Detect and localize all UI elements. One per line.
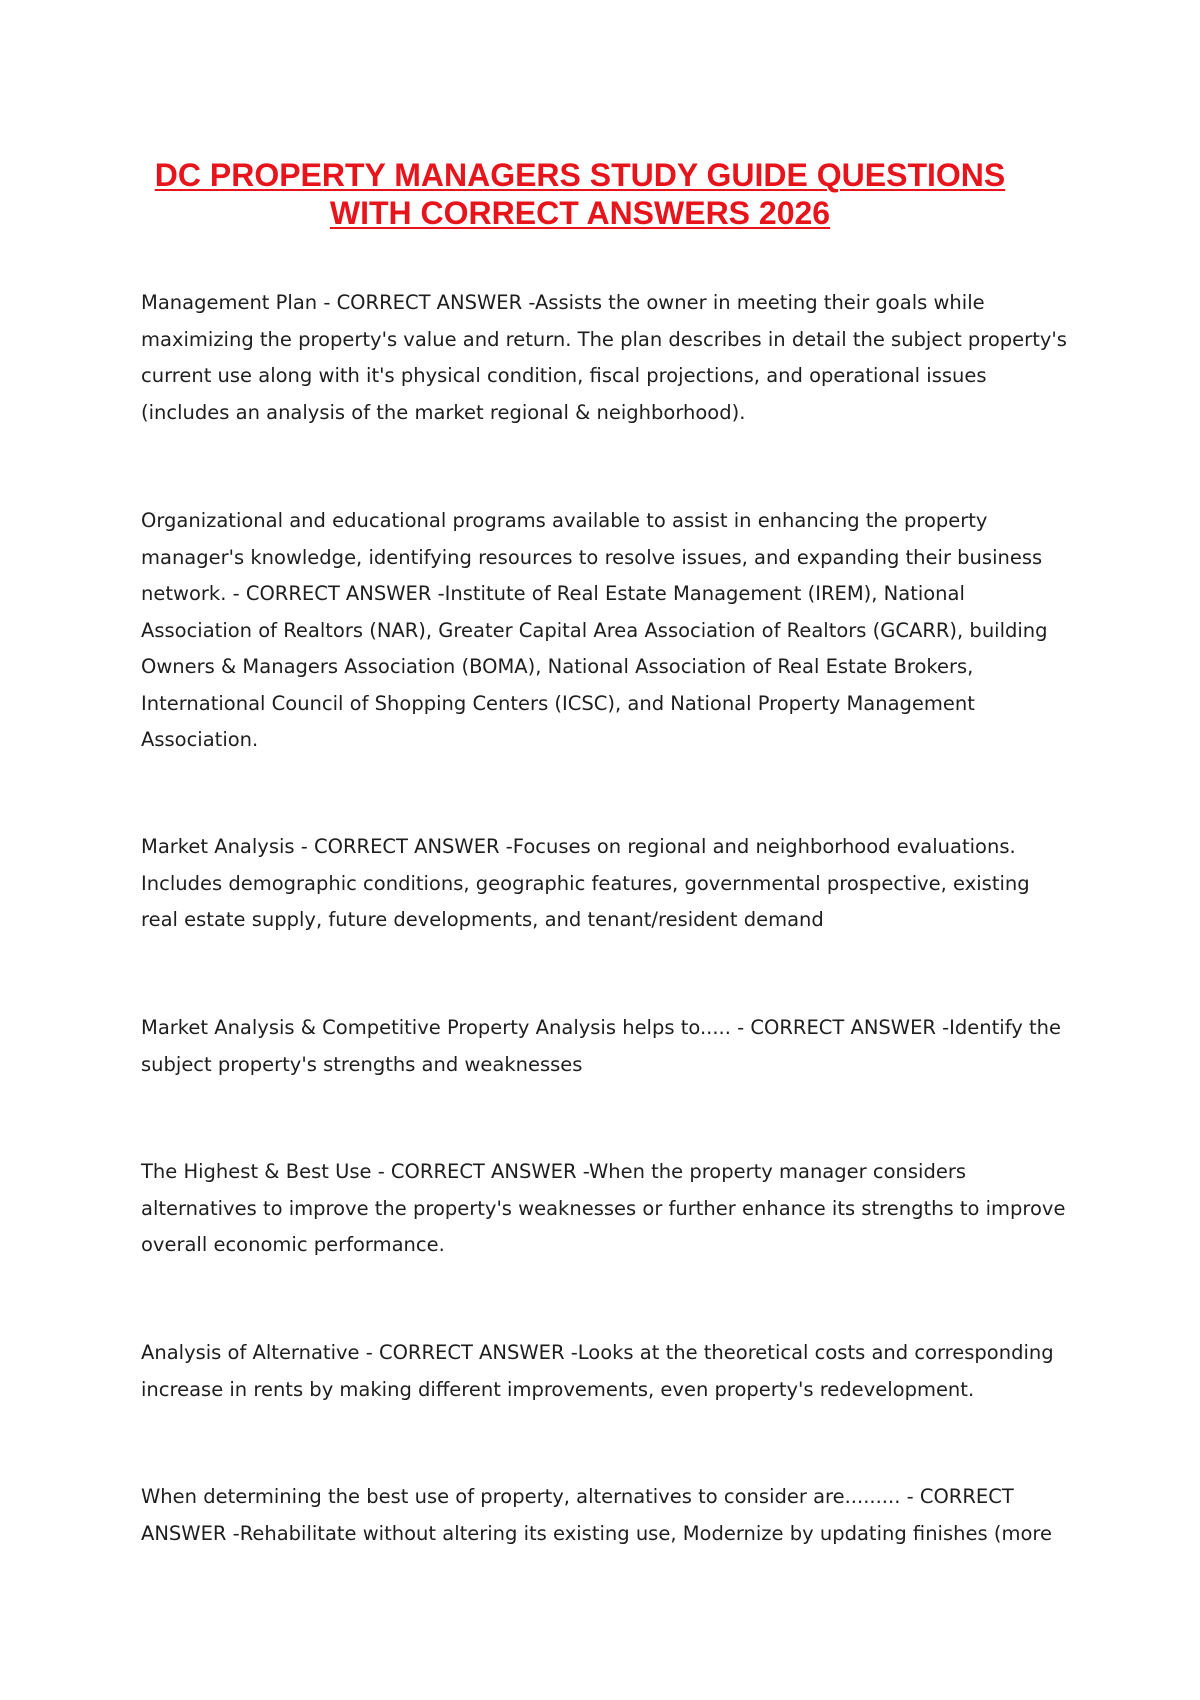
qa-entry-market-analysis: Market Analysis - CORRECT ANSWER -Focuses on regional and neighborhood evaluations. Includes demographic conditions, geographic features, governmental prospective, existing real estate supply, future developments, and tenant/resident demand	[141, 835, 1030, 931]
title-line-1: DC PROPERTY MANAGERS STUDY GUIDE QUESTIONS	[154, 157, 1006, 193]
qa-entry-highest-best-use: The Highest & Best Use - CORRECT ANSWER -When the property manager considers alternatives to improve the property's weaknesses or further enhance its strengths to improve overall economic performance.	[141, 1160, 1066, 1256]
qa-entry-management-plan: Management Plan - CORRECT ANSWER -Assists the owner in meeting their goals while maximizing the property's value and return. The plan describes in detail the subject property's current use along with it's physical condition, fiscal projections, and operational issues (includes an analysis of the market regional & neighborhood).	[141, 291, 1067, 424]
qa-entry-analysis-of-alternative: Analysis of Alternative - CORRECT ANSWER -Looks at the theoretical costs and corresponding increase in rents by making different improvements, even property's redevelopment.	[141, 1341, 1054, 1401]
qa-entry-best-use-alternatives: When determining the best use of property, alternatives to consider are......... - CORRECT ANSWER -Rehabilitate without altering its existing use, Modernize by updating finishes (more	[141, 1485, 1052, 1545]
document-title	[0, 156, 1160, 232]
title-line-2: WITH CORRECT ANSWERS 2026	[329, 195, 831, 231]
qa-entry-organizational-programs: Organizational and educational programs available to assist in enhancing the property manager's knowledge, identifying resources to resolve issues, and expanding their business network. - CORRECT ANSWER -Institute of Real Estate Management (IREM), National Association of Realtors (NAR), Greater Capital Area Association of Realtors (GCARR), building Owners & Managers Association (BOMA), National Association of Real Estate Brokers, International Council of Shopping Centers (ICSC), and National Property Management Association.	[141, 509, 1048, 751]
qa-entry-competitive-analysis: Market Analysis & Competitive Property Analysis helps to..... - CORRECT ANSWER -Identify the subject property's strengths and weaknesses	[141, 1016, 1061, 1076]
